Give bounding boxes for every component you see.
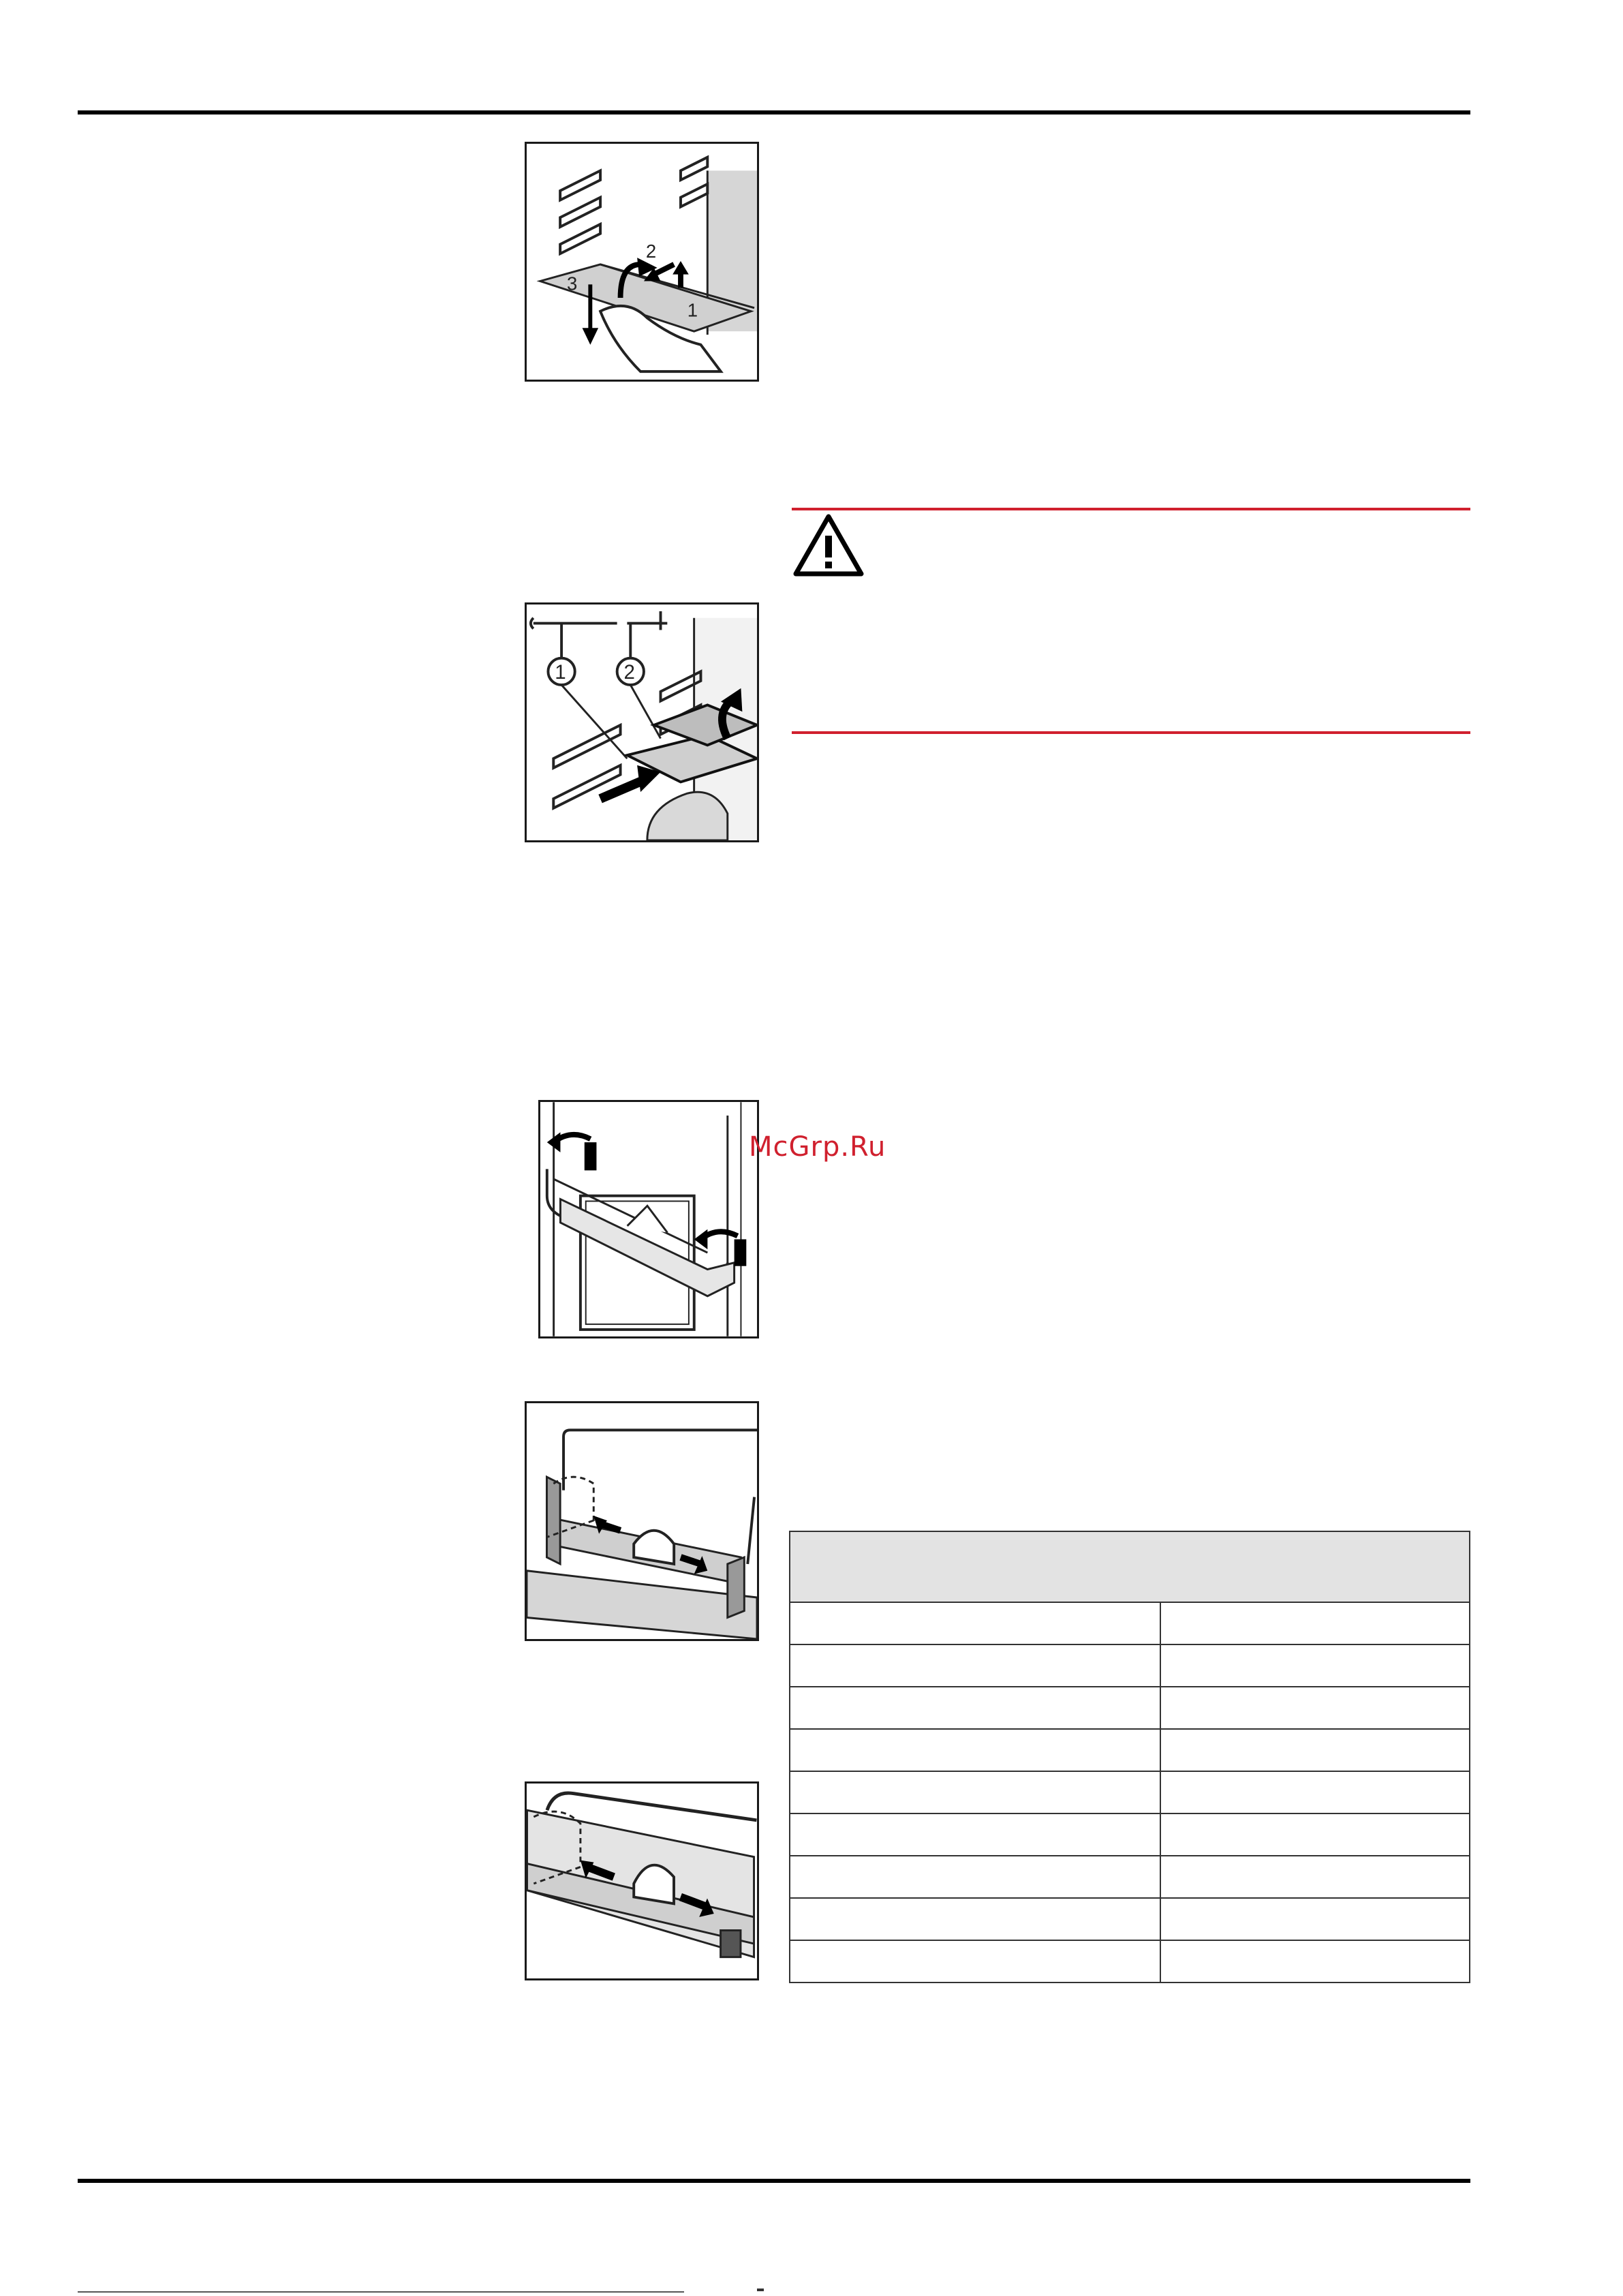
footer-rule-fragment (78, 2291, 684, 2293)
table-cell (1160, 1644, 1470, 1687)
figure-divider-front (525, 1401, 759, 1641)
table-cell (790, 1644, 1160, 1687)
callout-2: 2 (645, 241, 657, 262)
table-row (790, 1644, 1470, 1687)
footer-mark (757, 2289, 764, 2291)
table-cell (1160, 1898, 1470, 1940)
table-row (790, 1602, 1470, 1644)
table-row (790, 1898, 1470, 1940)
table-cell (790, 1687, 1160, 1729)
figure-shelf-removal (525, 142, 759, 382)
callout-2: 2 (623, 661, 635, 684)
table-header-cell (790, 1531, 1470, 1602)
table-row (790, 1729, 1470, 1771)
watermark-text: McGrp.Ru (749, 1131, 886, 1163)
callout-1: 1 (687, 299, 698, 321)
warning-triangle-icon (792, 512, 865, 578)
table-row (790, 1813, 1470, 1856)
table-cell (790, 1940, 1160, 1983)
figure-divider-top (525, 1781, 759, 1980)
table-cell (1160, 1602, 1470, 1644)
bottom-rule (78, 2179, 1470, 2183)
warning-top-rule (792, 508, 1470, 510)
table-cell (790, 1771, 1160, 1813)
table-cell (1160, 1729, 1470, 1771)
table-cell (790, 1729, 1160, 1771)
warning-bottom-rule (792, 731, 1470, 734)
top-rule (78, 110, 1470, 114)
callout-1: 1 (555, 661, 566, 684)
table-cell (790, 1813, 1160, 1856)
table-cell (790, 1856, 1160, 1898)
table-row (790, 1856, 1470, 1898)
table-header-row (790, 1531, 1470, 1602)
figure-shelf-insert (525, 602, 759, 842)
table-cell (1160, 1771, 1470, 1813)
table-cell (1160, 1856, 1470, 1898)
figure-door-rack (538, 1100, 759, 1338)
table-cell (1160, 1940, 1470, 1983)
table-row (790, 1687, 1470, 1729)
table-cell (790, 1898, 1160, 1940)
spec-table (789, 1531, 1470, 1983)
callout-3: 3 (566, 273, 578, 294)
table-row (790, 1771, 1470, 1813)
table-cell (1160, 1687, 1470, 1729)
table-cell (1160, 1813, 1470, 1856)
table-row (790, 1940, 1470, 1983)
table-cell (790, 1602, 1160, 1644)
